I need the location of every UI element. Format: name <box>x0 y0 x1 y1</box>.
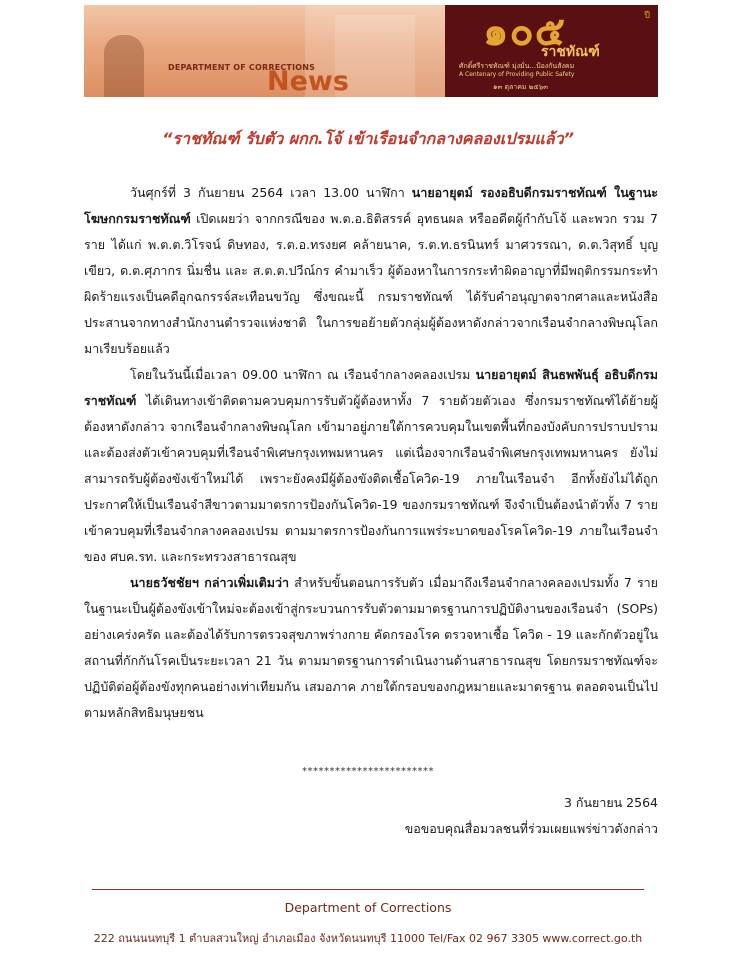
p1-lead: วันศุกร์ที่ 3 กันยายน 2564 เวลา 13.00 นาฬิกา <box>130 185 412 200</box>
p2-bold: นายอายุตม์ สินธพพันธุ์ อธิบดีกรมราชทัณฑ์ <box>84 367 659 408</box>
banner-dept-label: DEPARTMENT OF CORRECTIONS <box>168 63 316 72</box>
document-body <box>84 180 658 726</box>
paragraph-2 <box>84 362 658 570</box>
paragraph-1 <box>84 180 658 362</box>
banner-news-label: News <box>267 66 349 97</box>
footer-divider <box>92 889 644 890</box>
p3-bold: นายธวัชชัยฯ กล่าวเพิ่มเติมว่า <box>130 575 289 590</box>
p2-lead: โดยในวันนี้เมื่อเวลา 09.00 นาฬิกา ณ เรือนจำกลางคลองเปรม <box>130 367 476 382</box>
closing-date: 3 กันยายน 2564 <box>563 795 658 810</box>
p3-rest: สำหรับขั้นตอนการรับตัว เมื่อมาถึงเรือนจำกลางคลองเปรมทั้ง 7 รายในฐานะเป็นผู้ต้องขังเข้าใหม่จะต้องเข้าสู่กระบวนการรับตัวตามมาตรฐานการปฏิบัติงานของเรือนจำ (SOPs) อย่างเคร่งครัด และต้องได้รับการตรวจสุขภาพร่างกาย คัดกรองโรค ตรวจหาเชื้อ โควิด - 19 และกักตัวอยู่ในสถานที่กักกันโรคเป็นระยะเวลา 21 วัน ตามมาตรฐานการดำเนินงานด้านสาธารณสุข โดยกรมราชทัณฑ์จะปฏิบัติต่อผู้ต้องขังทุกคนอย่างเท่าเทียมกัน เสมอภาค ภายใต้กรอบของกฎหมายและมาตรฐาน ตลอดจนเป็นไปตามหลักสิทธิมนุษยชน <box>84 575 659 720</box>
header-banner <box>84 5 658 97</box>
anniversary-sup: ปี <box>644 11 650 21</box>
separator: ************************ <box>302 766 434 777</box>
footer-dept: Department of Corrections <box>284 900 452 915</box>
person-silhouette <box>104 35 144 97</box>
p1-bold: นายอายุตม์ รองอธิบดีกรมราชทัณฑ์ ในฐานะโฆษกกรมราชทัณฑ์ <box>84 185 658 226</box>
anniversary-logo <box>445 5 658 97</box>
anniversary-number: ๑๐๕ <box>483 8 567 55</box>
anniversary-motto-en: A Centenary of Providing Public Safety <box>459 71 575 78</box>
anniversary-date: ๑๓ ตุลาคม ๒๕๖๓ <box>493 83 548 91</box>
document-title: “ราชทัณฑ์ รับตัว ผกก.โจ้ เข้าเรือนจำกลางคลองเปรมแล้ว” <box>162 129 574 148</box>
closing-thanks: ขอขอบคุณสื่อมวลชนที่ร่วมเผยแพร่ข่าวดังกล่าว <box>404 821 658 836</box>
footer-address: 222 ถนนนนทบุรี 1 ตำบลสวนใหญ่ อำเภอเมือง จังหวัดนนทบุรี 11000 Tel/Fax 02 967 3305 www.correct.go.th <box>93 932 643 945</box>
p1-rest: เปิดเผยว่า จากกรณีของ พ.ต.อ.ธิติสรรค์ อุทธนผล หรืออดีตผู้กำกับโจ้ และพวก รวม 7 ราย ได้แก่ พ.ต.ต.วิโรจน์ ดิษทอง, ร.ต.อ.ทรงยศ คล้ายนาค, ร.ต.ท.ธรนินทร์ มาศวรรณา, ด.ต.วิสุทธิ์ บุญเขียว, ด.ต.ศุภากร นิ่มชื่น และ ส.ต.ต.ปวีณ์กร คำมาเร็ว ผู้ต้องหาในการกระทำผิดอาญาที่มีพฤติกรรมกระทำผิดร้ายแรงเป็นคดีอุกฉกรรจ์สะเทือนขวัญ ซึ่งขณะนี้ กรมราชทัณฑ์ ได้รับคำอนุญาตจากศาลและหนังสือประสานจากทางสำนักงานตำรวจแห่งชาติ ในการขอย้ายตัวกลุ่มผู้ต้องหาดังกล่าวจากเรือนจำกลางพิษณุโลกมาเรียบร้อยแล้ว <box>84 211 658 356</box>
anniversary-motto-th: ศักดิ์ศรีราชทัณฑ์ มุ่งมั่น...ป้องกันสังคม <box>459 62 575 70</box>
news-banner <box>84 5 445 97</box>
p2-rest: ได้เดินทางเข้าติดตามควบคุมการรับตัวผู้ต้องหาทั้ง 7 รายด้วยตัวเอง ซึ่งกรมราชทัณฑ์ได้ย้ายผู้ต้องหาดังกล่าว จากเรือนจำกลางพิษณุโลก เข้ามาอยู่ภายใต้การควบคุมในเขตพื้นที่กองบังคับการปราบปรามและต้องส่งตัวเข้าควบคุมที่เรือนจำพิเศษกรุงเทพมหานคร แต่เนื่องจากเรือนจำพิเศษกรุงเทพมหานคร ยังไม่สามารถรับผู้ต้องขังเข้าใหม่ได้ เพราะยังคงมีผู้ต้องขังติดเชื้อโควิด-19 ภายในเรือนจำ อีกทั้งยังไม่ได้ถูกประกาศให้เป็นเรือนจำสีขาวตามมาตรการป้องกันโควิด-19 ของกรมราชทัณฑ์ จึงจำเป็นต้องนำตัวทั้ง 7 ราย เข้าควบคุมที่เรือนจำกลางคลองเปรม ตามมาตรการป้องกันการแพร่ระบาดของโรคโควิด-19 ภายในเรือนจำของ ศบค.รท. และกระทรวงสาธารณสุข <box>84 393 658 564</box>
anniversary-org: ราชทัณฑ์ <box>541 44 600 60</box>
paragraph-3 <box>84 570 658 726</box>
